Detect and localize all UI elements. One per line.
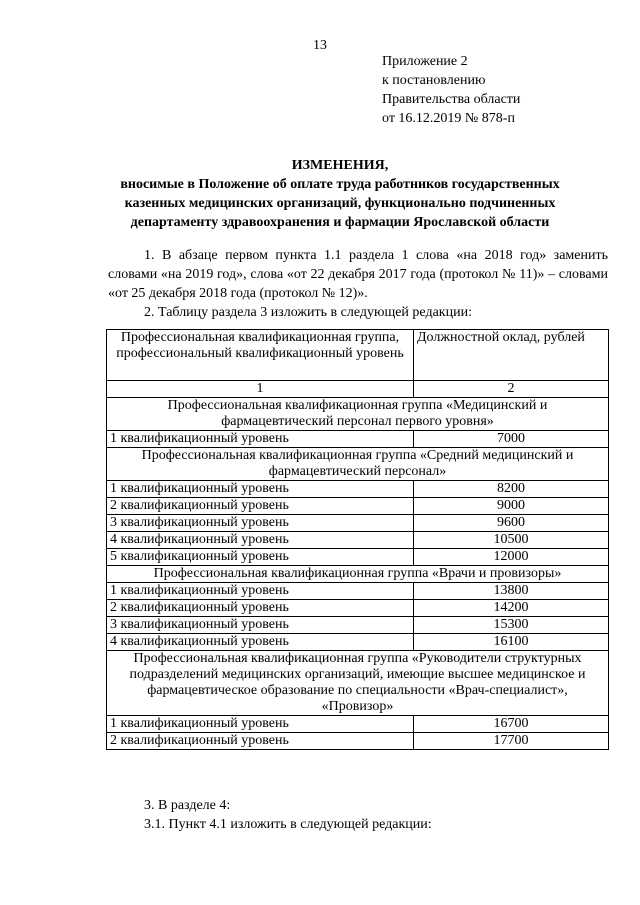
- page-number: 13: [313, 38, 327, 53]
- appendix-block: [382, 52, 520, 128]
- level-cell: 2 квалификационный уровень: [107, 733, 414, 750]
- paragraph-2: 2. Таблицу раздела 3 изложить в следующей редакции:: [144, 305, 472, 320]
- appendix-line: к постановлению: [382, 73, 486, 88]
- header-group-level: Профессиональная квалификационная группа, профессиональный квалификационный уровень: [107, 330, 414, 381]
- table-row: [107, 431, 609, 448]
- table-number-row: [107, 381, 609, 398]
- level-cell: 2 квалификационный уровень: [107, 600, 414, 617]
- table-row: [107, 481, 609, 498]
- table-row: [107, 716, 609, 733]
- body-text: [108, 246, 608, 322]
- group-title-row: [107, 566, 609, 583]
- level-cell: 1 квалификационный уровень: [107, 583, 414, 600]
- group-title: Профессиональная квалификационная группа «Руководители структурных подразделений медицинских организаций, имеющие высшее медицинское и фармацевтическое образование по специальности «Врач-специалист», «Провизор»: [107, 651, 609, 716]
- salary-cell: 8200: [414, 481, 609, 498]
- table-row: [107, 498, 609, 515]
- salary-cell: 17700: [414, 733, 609, 750]
- level-cell: 3 квалификационный уровень: [107, 515, 414, 532]
- level-cell: 4 квалификационный уровень: [107, 634, 414, 651]
- level-cell: 1 квалификационный уровень: [107, 716, 414, 733]
- paragraph-3: 3. В разделе 4:: [144, 798, 231, 813]
- level-cell: 5 квалификационный уровень: [107, 549, 414, 566]
- level-cell: 1 квалификационный уровень: [107, 431, 414, 448]
- salary-cell: 16100: [414, 634, 609, 651]
- group-title: Профессиональная квалификационная группа «Медицинский и фармацевтический персонал первого уровня»: [107, 398, 609, 431]
- appendix-line: Правительства области: [382, 92, 521, 107]
- level-cell: 4 квалификационный уровень: [107, 532, 414, 549]
- salary-cell: 7000: [414, 431, 609, 448]
- table-row: [107, 600, 609, 617]
- appendix-line: Приложение 2: [382, 54, 468, 69]
- level-cell: 3 квалификационный уровень: [107, 617, 414, 634]
- paragraph-1: 1. В абзаце первом пункта 1.1 раздела 1 слова «на 2018 год» заменить словами «на 2019 год», слова «от 22 декабря 2017 года (протокол № 11)» – словами «от 25 декабря 2018 года (протокол № 12)».: [108, 248, 608, 301]
- column-number-1: 1: [107, 381, 414, 398]
- table-header-row: [107, 330, 609, 381]
- paragraph-3-1: 3.1. Пункт 4.1 изложить в следующей редакции:: [144, 817, 432, 832]
- table-row: [107, 733, 609, 750]
- salary-cell: 9000: [414, 498, 609, 515]
- group-title: Профессиональная квалификационная группа «Средний медицинский и фармацевтический персонал»: [107, 448, 609, 481]
- table-row: [107, 549, 609, 566]
- salary-table: [106, 329, 609, 750]
- level-cell: 1 квалификационный уровень: [107, 481, 414, 498]
- title-line-3: казенных медицинских организаций, функционально подчиненных: [124, 196, 556, 211]
- header-salary: Должностной оклад, рублей: [414, 330, 609, 381]
- title-line-4: департаменту здравоохранения и фармации Ярославской области: [130, 215, 550, 230]
- after-table-text: [108, 796, 608, 834]
- column-number-2: 2: [414, 381, 609, 398]
- table-row: [107, 617, 609, 634]
- table-row: [107, 583, 609, 600]
- salary-cell: 14200: [414, 600, 609, 617]
- table-row: [107, 515, 609, 532]
- group-title-row: [107, 448, 609, 481]
- salary-cell: 12000: [414, 549, 609, 566]
- salary-cell: 16700: [414, 716, 609, 733]
- salary-cell: 9600: [414, 515, 609, 532]
- level-cell: 2 квалификационный уровень: [107, 498, 414, 515]
- salary-cell: 15300: [414, 617, 609, 634]
- group-title: Профессиональная квалификационная группа «Врачи и провизоры»: [107, 566, 609, 583]
- group-title-row: [107, 398, 609, 431]
- table-row: [107, 634, 609, 651]
- salary-cell: 13800: [414, 583, 609, 600]
- appendix-line: от 16.12.2019 № 878-п: [382, 111, 515, 126]
- title-line-1: ИЗМЕНЕНИЯ,: [291, 158, 389, 173]
- document-title: [60, 156, 620, 232]
- salary-cell: 10500: [414, 532, 609, 549]
- title-line-2: вносимые в Положение об оплате труда работников государственных: [120, 177, 560, 192]
- group-title-row: [107, 651, 609, 716]
- table-row: [107, 532, 609, 549]
